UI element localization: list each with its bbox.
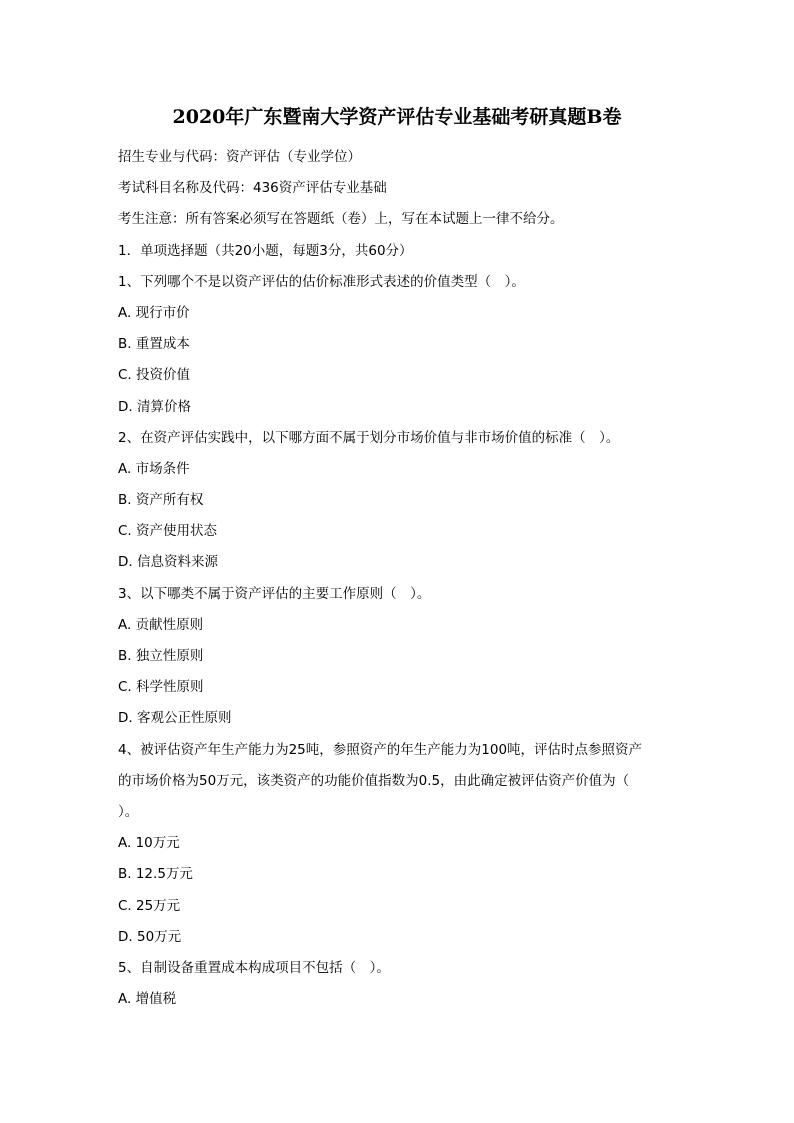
document-line: 考生注意：所有答案必须写在答题纸（卷）上，写在本试题上一律不给分。 bbox=[118, 211, 564, 228]
document-body bbox=[118, 142, 678, 1015]
document-line: 3、以下哪类不属于资产评估的主要工作原则（ ）。 bbox=[118, 585, 431, 602]
document-line: D. 客观公正性原则 bbox=[118, 710, 232, 727]
document-title: 2020年广东暨南大学资产评估专业基础考研真题B卷 bbox=[172, 106, 622, 128]
document-line: B. 资产所有权 bbox=[118, 492, 204, 509]
document-line: A. 增值税 bbox=[118, 991, 177, 1008]
document-line: 的市场价格为50万元，该类资产的功能价值指数为0.5，由此确定被评估资产价值为（ bbox=[118, 772, 630, 789]
document-line: 招生专业与代码：资产评估（专业学位） bbox=[118, 149, 361, 165]
document-line: A. 市场条件 bbox=[118, 460, 190, 477]
document-line: 1．单项选择题（共20小题，每题3分，共60分） bbox=[118, 242, 413, 259]
document-line: B. 独立性原则 bbox=[118, 648, 204, 664]
document-line: C. 科学性原则 bbox=[118, 679, 204, 696]
document-line: 2、在资产评估实践中，以下哪方面不属于划分市场价值与非市场价值的标准（ ）。 bbox=[118, 429, 620, 446]
document-line: D. 清算价格 bbox=[118, 398, 191, 415]
document-line: 4、被评估资产年生产能力为25吨，参照资产的年生产能力为100吨，评估时点参照资产 bbox=[118, 741, 643, 758]
document-line: A. 现行市价 bbox=[118, 304, 190, 321]
document-line: D. 50万元 bbox=[118, 928, 182, 945]
document-line: B. 12.5万元 bbox=[118, 866, 193, 883]
document-line: A. 贡献性原则 bbox=[118, 616, 204, 633]
document-line: 考试科目名称及代码：436资产评估专业基础 bbox=[118, 180, 387, 197]
document-line: 5、自制设备重置成本构成项目不包括（ ）。 bbox=[118, 959, 390, 976]
document-line: 1、下列哪个不是以资产评估的估价标准形式表述的价值类型（ ）。 bbox=[118, 273, 525, 290]
document-line: C. 投资价值 bbox=[118, 367, 191, 384]
document-line: C. 25万元 bbox=[118, 897, 181, 914]
document-line: C. 资产使用状态 bbox=[118, 523, 218, 540]
document-line: B. 重置成本 bbox=[118, 336, 190, 353]
document-line: A. 10万元 bbox=[118, 835, 180, 852]
document-line: D. 信息资料来源 bbox=[118, 554, 218, 571]
document-line: ）。 bbox=[118, 803, 139, 820]
